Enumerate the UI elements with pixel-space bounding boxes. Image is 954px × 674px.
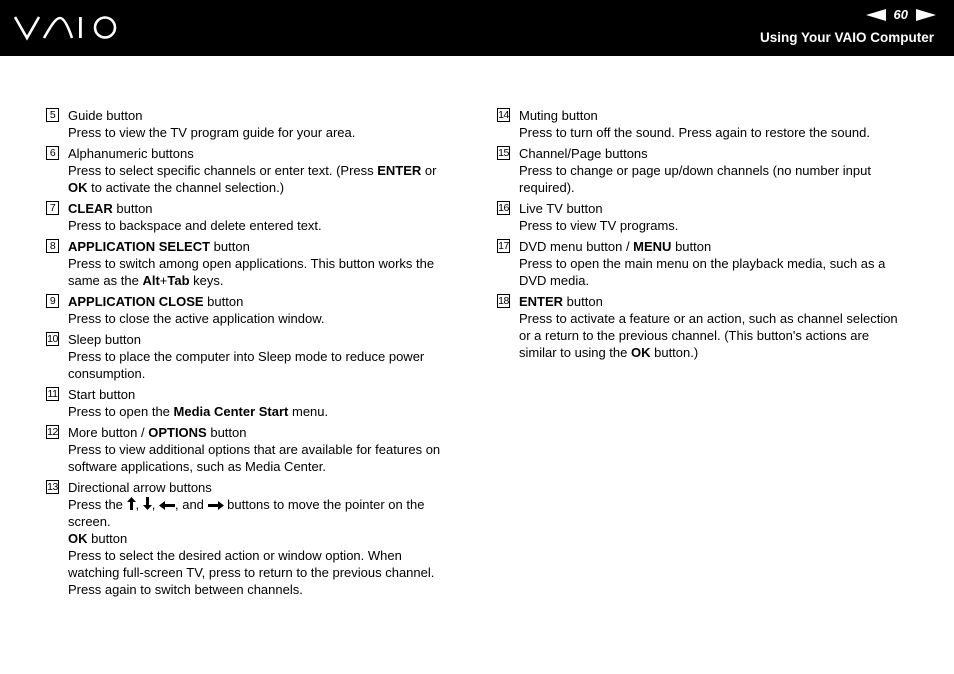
item-description: Press again to switch between channels.	[68, 582, 303, 597]
section-title: Using Your VAIO Computer	[759, 30, 934, 45]
item-description: Press to view additional options that are available for features on	[68, 442, 441, 457]
item-description: Press to change or page up/down channels (no number input	[519, 163, 871, 178]
item-description: Press the , , , and buttons to move the pointer on the	[68, 497, 425, 512]
item-title: More button / OPTIONS button	[68, 425, 247, 440]
item-number-badge: 18	[498, 295, 509, 307]
vaio-logo	[14, 14, 120, 42]
next-page-arrow-icon[interactable]	[916, 9, 936, 21]
page-navigation	[866, 7, 936, 22]
item-number-badge: 15	[498, 147, 509, 159]
item-title: APPLICATION CLOSE button	[68, 294, 244, 309]
down-arrow-icon	[143, 497, 152, 510]
item-description: Press to view TV programs.	[519, 218, 679, 233]
item-description: Press to open the main menu on the playback media, such as a	[519, 256, 886, 271]
item-number-badge: 10	[47, 333, 58, 345]
item-title: CLEAR button	[68, 201, 153, 216]
list-item	[497, 238, 917, 289]
item-description: Press to open the Media Center Start menu.	[68, 404, 329, 419]
list-item	[46, 479, 466, 598]
page-number: 60	[893, 7, 908, 22]
item-title: Sleep button	[68, 332, 142, 347]
item-description: Press to turn off the sound. Press again to restore the sound.	[519, 125, 870, 140]
item-description: Press to select specific channels or enter text. (Press ENTER or	[68, 163, 437, 178]
item-number-badge: 16	[498, 202, 509, 214]
item-description: required).	[519, 180, 575, 195]
item-description: software applications, such as Media Center.	[68, 459, 326, 474]
item-title: Directional arrow buttons	[68, 480, 212, 495]
list-item	[46, 238, 466, 289]
right-arrow-icon	[208, 501, 224, 510]
right-column	[497, 107, 917, 365]
list-item	[46, 107, 466, 141]
item-title: Guide button	[68, 108, 143, 123]
item-description: watching full-screen TV, press to return to the previous channel.	[68, 565, 435, 580]
list-item	[497, 293, 917, 361]
item-title: Muting button	[519, 108, 598, 123]
item-description: screen.	[68, 514, 111, 529]
item-description: Press to switch among open applications. This button works the	[68, 256, 435, 271]
list-item	[46, 424, 466, 475]
item-number-badge: 12	[47, 426, 58, 438]
item-title: APPLICATION SELECT button	[68, 239, 250, 254]
item-number-badge: 8	[46, 239, 59, 253]
item-description: similar to using the OK button.)	[519, 345, 699, 360]
item-title: Alphanumeric buttons	[68, 146, 194, 161]
item-description: same as the Alt+Tab keys.	[68, 273, 224, 288]
left-column	[46, 107, 466, 602]
item-number-badge: 17	[498, 240, 509, 252]
item-description: or a return to the previous channel. (This button's actions are	[519, 328, 870, 343]
item-number-badge: 6	[46, 146, 59, 160]
list-item	[497, 107, 917, 141]
list-item	[46, 331, 466, 382]
item-number-badge: 13	[47, 481, 58, 493]
left-arrow-icon	[159, 501, 175, 510]
item-title: Live TV button	[519, 201, 603, 216]
item-subtitle: OK button	[68, 531, 128, 546]
list-item	[46, 200, 466, 234]
item-number-badge: 5	[46, 108, 59, 122]
list-item	[46, 386, 466, 420]
list-item	[46, 145, 466, 196]
item-description: Press to place the computer into Sleep mode to reduce power	[68, 349, 425, 364]
list-item	[497, 145, 917, 196]
item-description: Press to view the TV program guide for your area.	[68, 125, 356, 140]
item-number-badge: 9	[46, 294, 59, 308]
item-title: Channel/Page buttons	[519, 146, 648, 161]
item-title: Start button	[68, 387, 136, 402]
item-title: DVD menu button / MENU button	[519, 239, 712, 254]
list-item	[46, 293, 466, 327]
page-header	[0, 0, 954, 56]
item-number-badge: 11	[47, 388, 58, 400]
item-number-badge: 7	[46, 201, 59, 215]
item-description: Press to close the active application window.	[68, 311, 325, 326]
list-item	[497, 200, 917, 234]
item-description: DVD media.	[519, 273, 590, 288]
item-description: Press to select the desired action or window option. When	[68, 548, 402, 563]
previous-page-arrow-icon[interactable]	[866, 9, 886, 21]
item-title: ENTER button	[519, 294, 603, 309]
item-description: OK to activate the channel selection.)	[68, 180, 285, 195]
item-description: Press to backspace and delete entered text.	[68, 218, 322, 233]
item-description: Press to activate a feature or an action, such as channel selection	[519, 311, 898, 326]
item-number-badge: 14	[498, 109, 509, 121]
item-description: consumption.	[68, 366, 146, 381]
up-arrow-icon	[127, 497, 136, 510]
